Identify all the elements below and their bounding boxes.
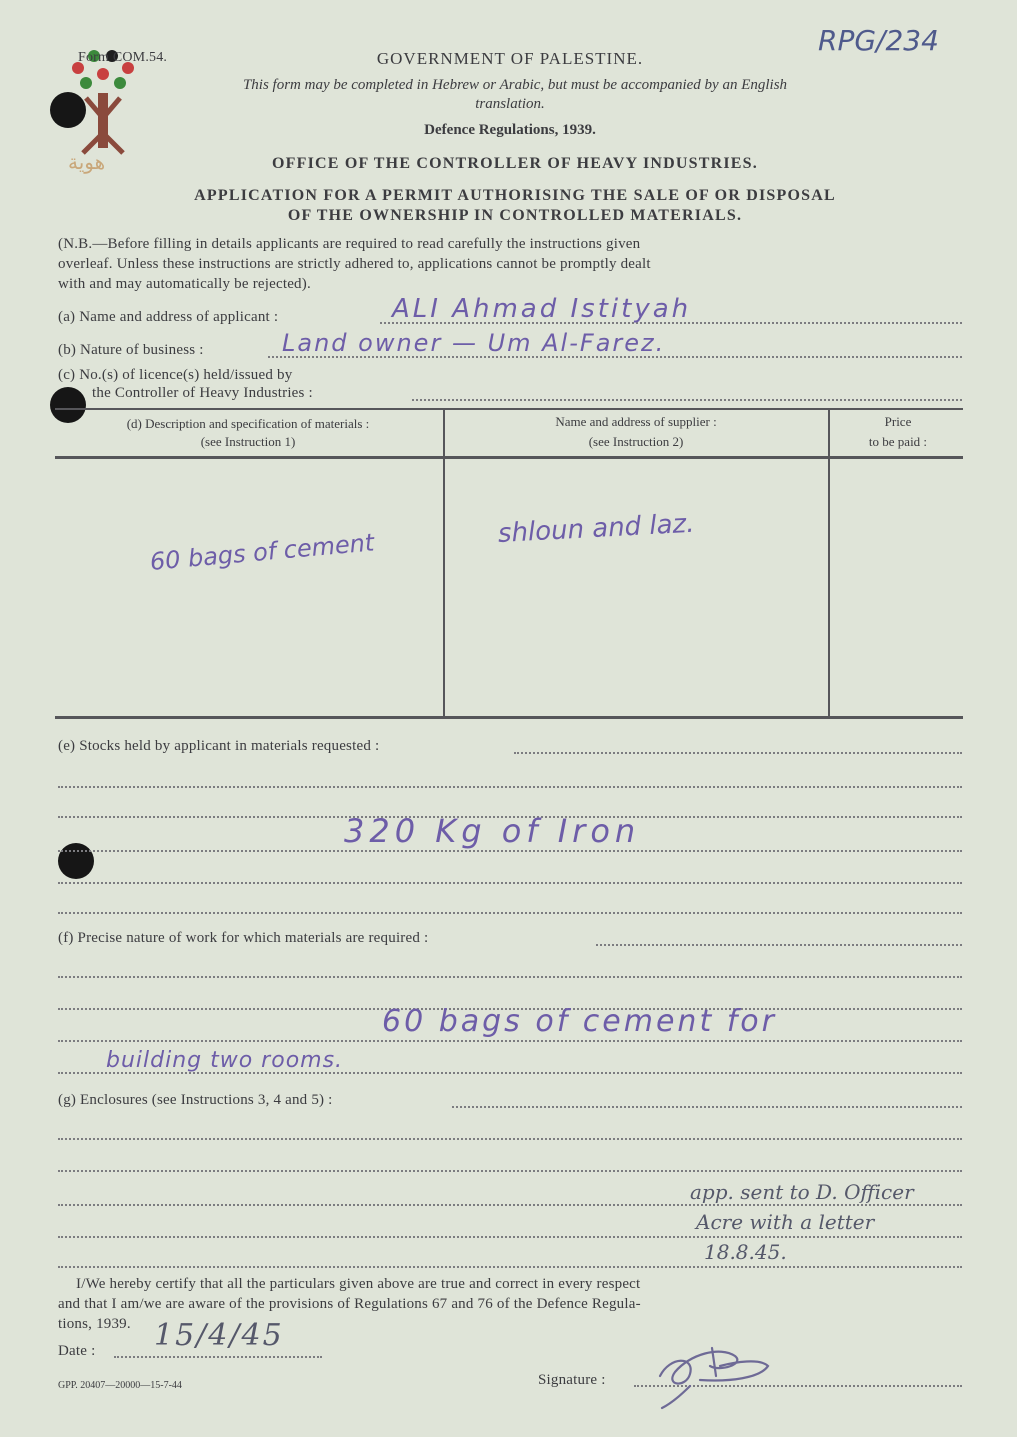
enclosures-line-3 bbox=[58, 1170, 962, 1172]
price-header-2: to be paid : bbox=[868, 434, 928, 449]
certification-line-2: and that I am/we are aware of the provisions of Regulations 67 and 76 of the Defence Regula- bbox=[58, 1296, 641, 1312]
nb-line-3: with and may automatically be rejected). bbox=[58, 276, 311, 292]
enclosures-note-2: Acre with a letter bbox=[696, 1210, 875, 1234]
enclosures-note-1: app. sent to D. Officer bbox=[690, 1180, 914, 1204]
enclosures-line-6 bbox=[58, 1266, 962, 1268]
enclosures-line-5 bbox=[58, 1236, 962, 1238]
government-title: GOVERNMENT OF PALESTINE. bbox=[376, 49, 644, 68]
applicant-name-label: (a) Name and address of applicant : bbox=[58, 309, 279, 325]
regulations-title: Defence Regulations, 1939. bbox=[424, 122, 596, 138]
work-line-4 bbox=[58, 1040, 962, 1042]
table-divider-1 bbox=[443, 408, 445, 718]
signature-label: Signature : bbox=[538, 1372, 606, 1388]
applicant-name-value: ALI Ahmad Istityah bbox=[392, 294, 692, 324]
language-note-2: translation. bbox=[475, 96, 545, 112]
enclosures-line-2 bbox=[58, 1138, 962, 1140]
price-header-1: Price bbox=[884, 414, 912, 429]
archive-logo-text: هوية bbox=[68, 150, 106, 174]
stocks-value: 320 Kg of Iron bbox=[344, 812, 641, 850]
supplier-header-2: (see Instruction 2) bbox=[588, 434, 684, 449]
business-label: (b) Nature of business : bbox=[58, 342, 204, 358]
table-top-rule bbox=[55, 408, 963, 410]
application-title-2: OF THE OWNERSHIP IN CONTROLLED MATERIALS. bbox=[287, 207, 743, 224]
supplier-header-1: Name and address of supplier : bbox=[555, 414, 717, 429]
nb-line-2: overleaf. Unless these instructions are strictly adhered to, applications cannot be promptly dealt bbox=[58, 256, 651, 272]
nb-line-1: (N.B.—Before filling in details applicants are required to read carefully the instructions given bbox=[58, 236, 641, 252]
work-value-2: building two rooms. bbox=[106, 1048, 344, 1073]
stocks-line-2 bbox=[58, 786, 962, 788]
stocks-line-4 bbox=[58, 850, 962, 852]
date-value: 15/4/45 bbox=[154, 1318, 284, 1353]
enclosures-line-4 bbox=[58, 1204, 962, 1206]
form-number: Form COM.54. bbox=[78, 50, 168, 65]
application-title-1: APPLICATION FOR A PERMIT AUTHORISING THE SALE OF OR DISPOSAL bbox=[194, 187, 836, 204]
language-note-1: This form may be completed in Hebrew or Arabic, but must be accompanied by an English bbox=[242, 77, 788, 93]
work-nature-label: (f) Precise nature of work for which materials are required : bbox=[58, 930, 429, 946]
stocks-label: (e) Stocks held by applicant in materials requested : bbox=[58, 738, 380, 754]
stocks-line-6 bbox=[58, 912, 962, 914]
date-label: Date : bbox=[58, 1343, 96, 1359]
stocks-line-5 bbox=[58, 882, 962, 884]
licence-label-1: (c) No.(s) of licence(s) held/issued by bbox=[58, 367, 293, 383]
print-code: GPP. 20407—20000—15-7-44 bbox=[58, 1380, 182, 1391]
materials-header-2: (see Instruction 1) bbox=[200, 434, 296, 449]
work-value-1: 60 bags of cement for bbox=[382, 1004, 777, 1039]
punch-hole-lower bbox=[58, 843, 94, 879]
signature-mark bbox=[650, 1336, 780, 1416]
licence-label-2: the Controller of Heavy Industries : bbox=[92, 385, 313, 401]
licence-line bbox=[412, 399, 962, 401]
certification-line-1: I/We hereby certify that all the particulars given above are true and correct in every respect bbox=[76, 1276, 641, 1292]
certification-line-3: tions, 1939. bbox=[58, 1316, 131, 1332]
work-line-1 bbox=[596, 944, 962, 946]
table-divider-2 bbox=[828, 408, 830, 718]
enclosures-note-3: 18.8.45. bbox=[704, 1240, 787, 1264]
work-line-2 bbox=[58, 976, 962, 978]
office-title: OFFICE OF THE CONTROLLER OF HEAVY INDUSTRIES. bbox=[272, 155, 758, 172]
supplier-value: shloun and laz. bbox=[497, 508, 696, 549]
materials-header-1: (d) Description and specification of materials : bbox=[126, 416, 370, 431]
table-header-rule bbox=[55, 456, 963, 459]
date-line bbox=[114, 1356, 322, 1358]
stocks-line-1 bbox=[514, 752, 962, 754]
reference-number: RPG/234 bbox=[818, 24, 939, 57]
business-value: Land owner — Um Al-Farez. bbox=[282, 329, 666, 357]
materials-value: 60 bags of cement bbox=[148, 528, 376, 576]
enclosures-line-1 bbox=[452, 1106, 962, 1108]
enclosures-label: (g) Enclosures (see Instructions 3, 4 and 5) : bbox=[58, 1092, 333, 1108]
table-bottom-rule bbox=[55, 716, 963, 719]
